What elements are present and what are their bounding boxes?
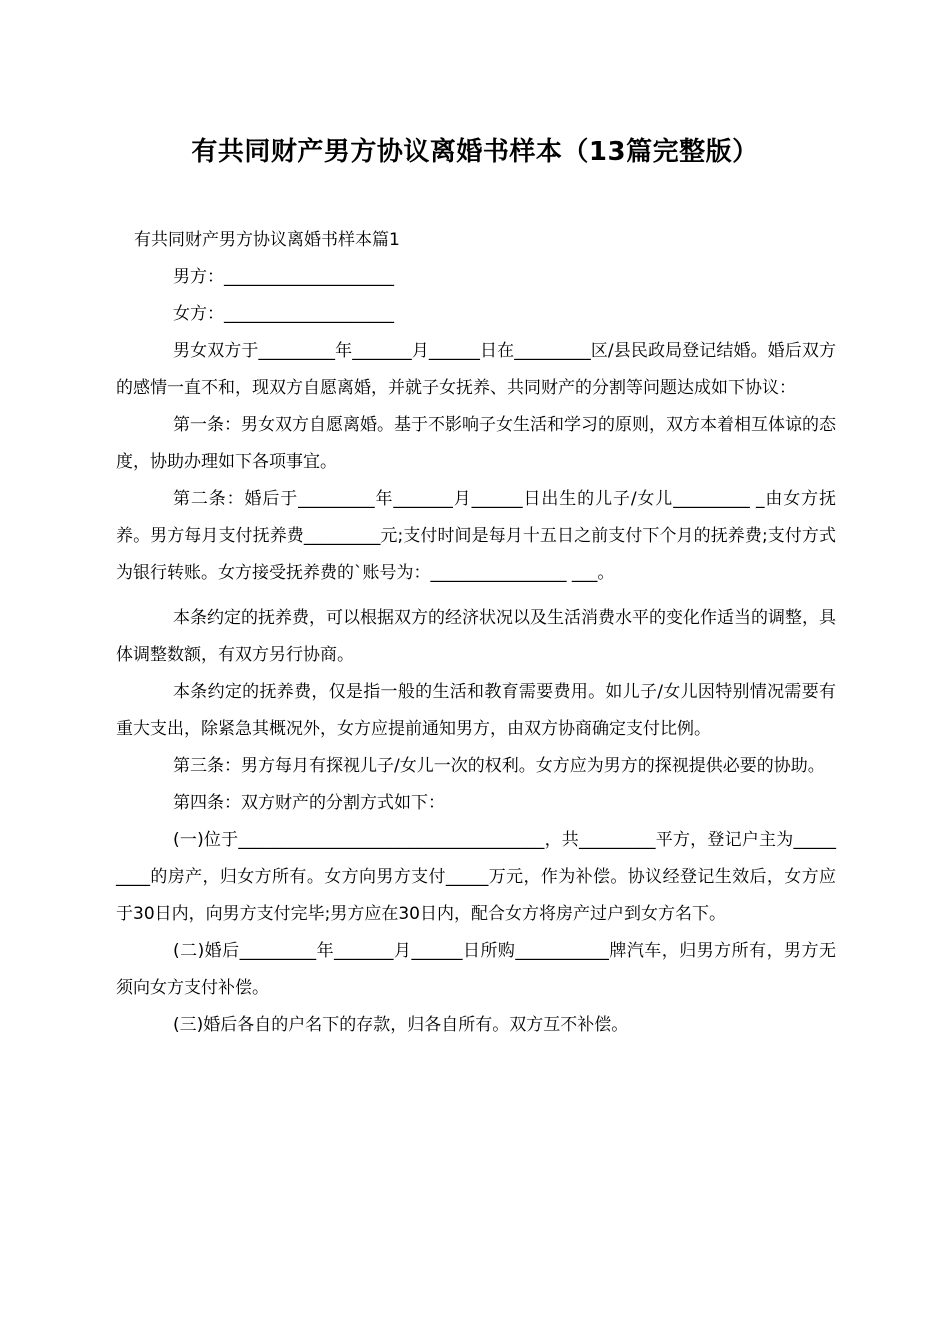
paragraph-support-scope: 本条约定的抚养费，仅是指一般的生活和教育需要费用。如儿子/女儿因特别情况需要有重大支出，除紧急其概况外，女方应提前通知男方，由双方协商确定支付比例。 [116, 682, 836, 739]
document-title: 有共同财产男方协议离婚书样本（13篇完整版） [191, 137, 759, 167]
paragraph-article-4: 第四条：双方财产的分割方式如下： [173, 793, 445, 813]
paragraph-property-deposits: (三)婚后各自的户名下的存款，归各自所有。双方互不补偿。 [173, 1015, 629, 1035]
paragraph-property-car: (二)婚后_________年_______月______日所购___________牌汽车，归男方所有，男方无须向女方支付补偿。 [116, 941, 836, 998]
female-party-line: 女方：____________________ [173, 304, 394, 324]
paragraph-article-1: 第一条：男女双方自愿离婚。基于不影响子女生活和学习的原则，双方本着相互体谅的态度，协助办理如下各项事宜。 [116, 415, 836, 472]
male-party-line: 男方：____________________ [173, 267, 394, 287]
section-heading: 有共同财产男方协议离婚书样本篇1 [134, 230, 400, 250]
paragraph-support-adjustment: 本条约定的抚养费，可以根据双方的经济状况以及生活消费水平的变化作适当的调整，具体调整数额，有双方另行协商。 [116, 608, 836, 665]
paragraph-marriage-registration: 男女双方于_________年_______月______日在_________区/县民政局登记结婚。婚后双方的感情一直不和，现双方自愿离婚，并就子女抚养、共同财产的分割等问题达成如下协议： [116, 341, 836, 398]
paragraph-property-house: (一)位于____________________________________，共_________平方，登记户主为_________的房产，归女方所有。女方向男方支付_____万元，作为补偿。协议经登记生效后，女方应于30日内，向男方支付完毕;男方应在30日内，配合女方将房产过户到女方名下。 [116, 830, 836, 924]
paragraph-article-2: 第二条：婚后于_________年_______月______日出生的儿子/女儿_________ _由女方抚养。男方每月支付抚养费_________元;支付时间是每月十五日之前支付下个月的抚养费;支付方式为银行转账。女方接受抚养费的`账号为：________________ ___。 [116, 489, 836, 583]
paragraph-article-3: 第三条：男方每月有探视儿子/女儿一次的权利。女方应为男方的探视提供必要的协助。 [173, 756, 825, 776]
document-body [116, 222, 836, 1044]
